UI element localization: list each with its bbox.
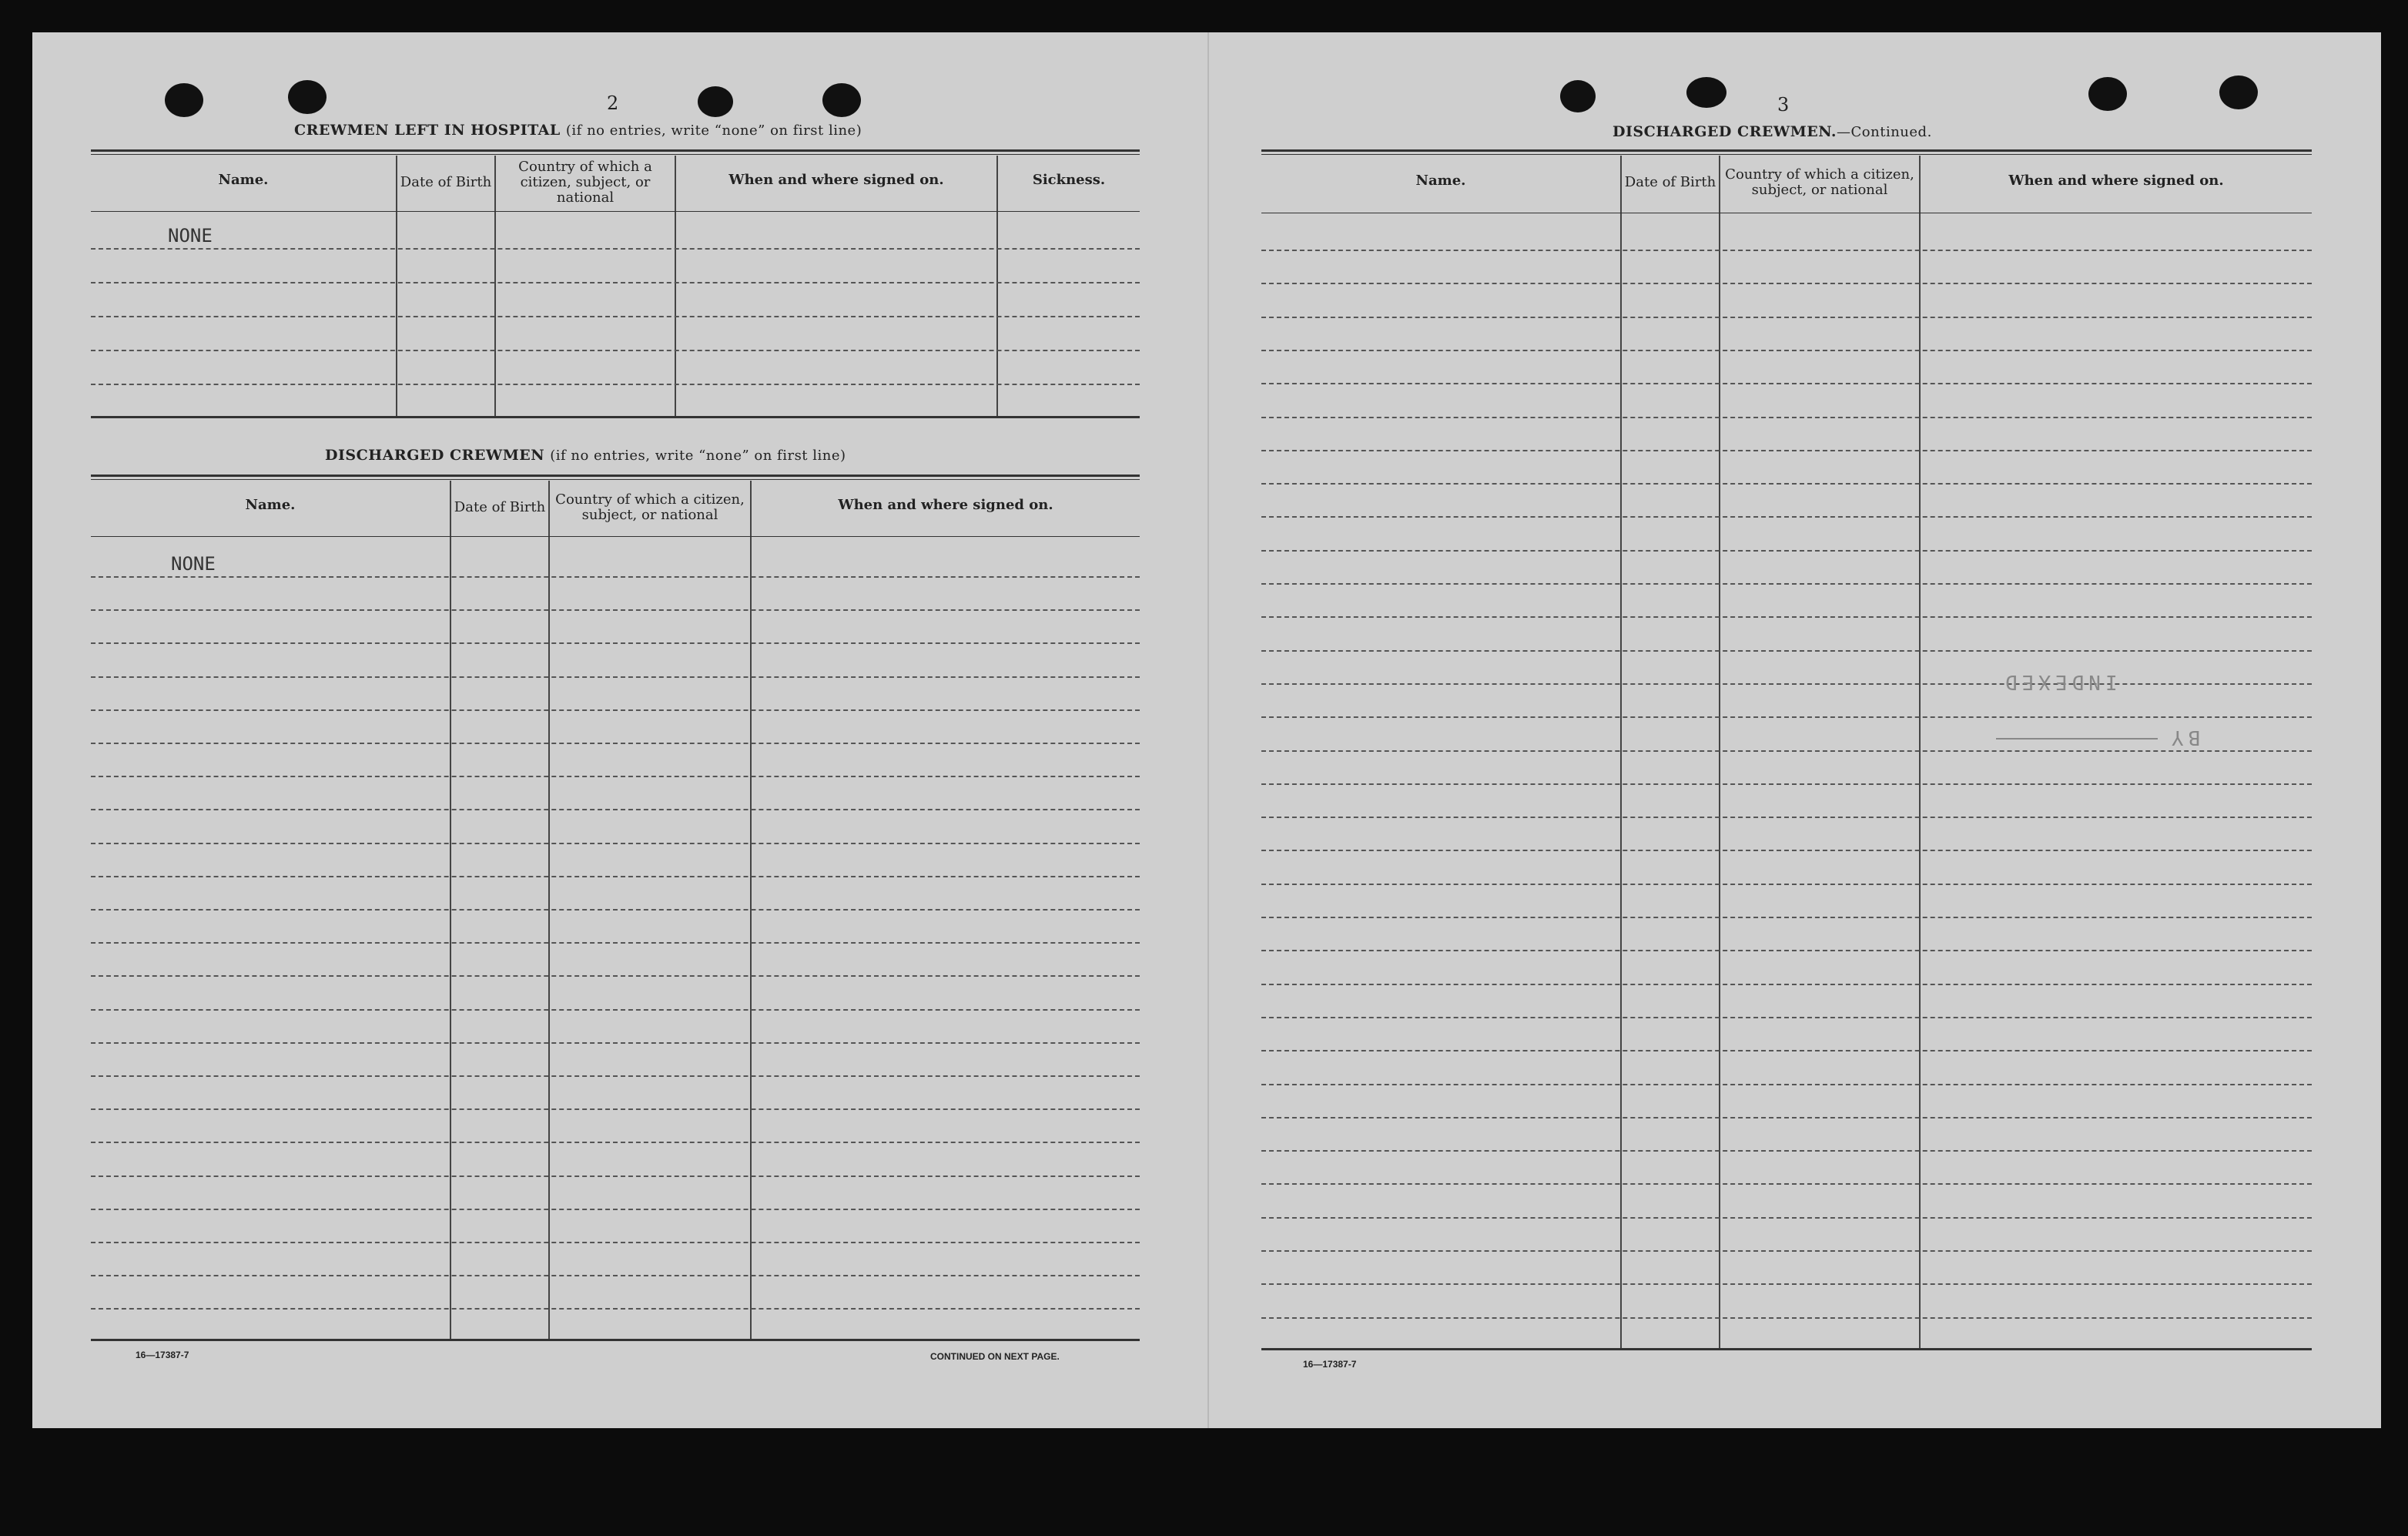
ruled-line [91,642,1140,644]
col-when-where: When and where signed on. [2008,173,2224,189]
punch-hole [822,83,861,117]
punch-hole [2219,75,2258,109]
ruled-line [91,1209,1140,1210]
ruled-line [1261,917,2312,918]
punch-hole [1560,80,1596,112]
ruled-line [91,576,1140,578]
col-name: Name. [1415,173,1466,189]
ruled-line [91,909,1140,911]
ruled-line [91,975,1140,977]
ruled-line [1261,783,2312,785]
col-date-of-birth: Date of Birth [1624,174,1716,190]
indexed-stamp: INDEXED [2001,670,2118,693]
ruled-line [91,1242,1140,1243]
col-date-of-birth: Date of Birth [400,174,492,190]
ruled-line [91,384,1140,385]
punch-hole [698,86,733,117]
ruled-line [91,942,1140,944]
ruled-line [1261,817,2312,818]
ruled-line [1261,1183,2312,1185]
ruled-line [1261,283,2312,284]
ruled-line [91,282,1140,283]
ruled-line [91,1009,1140,1011]
ruled-line [1261,716,2312,718]
discharged-section-title [325,447,846,464]
discharged-continued-title [1613,123,1932,140]
punch-hole [1686,77,1726,108]
ruled-line [1261,1150,2312,1152]
col-country: Country of which a citizen, subject, or national [518,159,652,206]
ruled-line [1261,683,2312,685]
ruled-line [91,1042,1140,1044]
indexed-stamp-mark: BY [2167,726,2201,749]
ruled-line [1261,250,2312,251]
ruled-line [1261,1283,2312,1285]
ruled-line [91,876,1140,877]
ruled-line [91,248,1140,250]
ruled-line [91,709,1140,711]
ruled-line [91,676,1140,678]
ruled-line [91,743,1140,744]
ruled-line [1261,1017,2312,1018]
ruled-line [1261,650,2312,652]
ruled-line [1261,583,2312,585]
hospital-title: CREWMEN LEFT IN HOSPITAL [294,122,561,139]
ruled-line [1261,984,2312,985]
ruled-line [1261,950,2312,951]
ruled-line [1261,1217,2312,1219]
col-when-where: When and where signed on. [728,172,944,188]
hospital-subtitle: (if no entries, write “none” on first line) [565,122,862,139]
ruled-line [91,609,1140,611]
ruled-line [1261,750,2312,752]
discharged-title: DISCHARGED CREWMEN [325,447,545,464]
continued-note: CONTINUED ON NEXT PAGE. [930,1351,1060,1362]
col-name: Name. [245,497,296,513]
punch-hole [165,83,203,117]
ruled-line [91,1175,1140,1177]
stamp-line [1996,738,2158,739]
discharged-subtitle: (if no entries, write “none” on first line) [550,448,846,464]
ruled-line [1261,1317,2312,1319]
discharged-table-left [91,475,1140,1343]
ruled-line [91,809,1140,810]
hospital-table [91,149,1140,424]
col-when-where: When and where signed on. [838,497,1053,513]
ruled-line [1261,1084,2312,1085]
discharged-entry-none: NONE [171,553,216,575]
ruled-line [1261,884,2312,885]
col-country: Country of which a citizen, subject, or national [555,491,745,523]
hospital-section-title [294,122,862,139]
ruled-line [1261,616,2312,618]
discharged-continued-title-text: DISCHARGED CREWMEN. [1613,123,1837,140]
ruled-line [1261,350,2312,351]
col-name: Name. [218,172,269,188]
ruled-line [91,1308,1140,1310]
ruled-line [91,1108,1140,1110]
form-number-left: 16—17387-7 [136,1350,189,1360]
punch-hole [2088,77,2127,111]
ruled-line [1261,483,2312,485]
ruled-line [91,1275,1140,1276]
ruled-line [1261,450,2312,451]
ruled-line [1261,1050,2312,1051]
ruled-line [1261,516,2312,518]
ruled-line [1261,383,2312,384]
col-date-of-birth: Date of Birth [454,499,546,515]
form-number-right: 16—17387-7 [1303,1359,1357,1370]
col-country: Country of which a citizen, subject, or national [1725,166,1914,198]
ruled-line [91,1142,1140,1143]
ruled-line [91,350,1140,351]
hospital-entry-none: NONE [168,225,213,246]
ruled-line [91,1075,1140,1077]
page-fold [1207,32,1209,1428]
ruled-line [1261,417,2312,418]
ruled-line [1261,550,2312,552]
ruled-line [1261,317,2312,318]
ruled-line [1261,1117,2312,1118]
discharged-table-right [1261,149,2312,1354]
discharged-continued-suffix: —Continued. [1837,124,1932,140]
ruled-line [91,776,1140,777]
ruled-line [91,843,1140,844]
col-sickness: Sickness. [1032,172,1106,188]
ruled-line [1261,850,2312,851]
ruled-line [91,316,1140,317]
ruled-line [1261,1250,2312,1252]
page-number-left: 2 [607,92,619,114]
page-number-right: 3 [1777,94,1790,116]
punch-hole [288,80,327,114]
